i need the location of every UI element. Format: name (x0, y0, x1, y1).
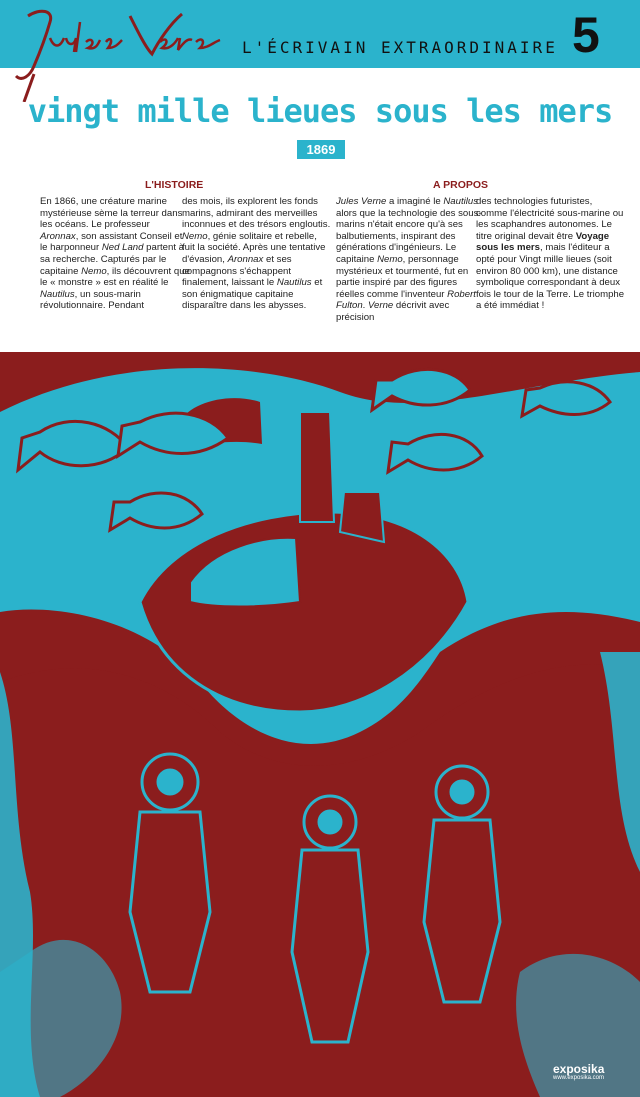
nautilus-tower (300, 412, 334, 522)
exposika-logo (553, 1062, 633, 1081)
column-paragraph: Jules Verne a imaginé le Nautilus alors que la technologie des sous-marins n'était encore qu'à ses balbutiements, inspirant des générations d'ingénieurs. Le capitaine Nemo, personnage mystérieux et tourmenté, fut en partie inspiré par des figures réelles comme l'inventeur Robert Fulton. Verne décrivit avec précision (336, 196, 482, 323)
section-title-histoire: L'HISTOIRE (145, 179, 204, 191)
apropos-column-1 (336, 196, 486, 324)
panel-number: 5 (572, 7, 600, 63)
nautilus-illustration (0, 352, 640, 1097)
year-badge: 1869 (297, 140, 345, 159)
histoire-column-1 (40, 196, 190, 312)
header-subtitle: L'ÉCRIVAIN EXTRAORDINAIRE (242, 38, 558, 57)
column-paragraph: des mois, ils explorent les fonds marins, admirant des merveilles inconnues et des trésors engloutis. Nemo, génie solitaire et rebelle, fuit la société. Après une tentative d'évasion, Aronnax et ses compagnons s'échappent finalement, laissant le Nautilus et son énigmatique capitaine disparaître dans les abysses. (182, 196, 331, 312)
diver-left (130, 754, 210, 992)
header-bar (0, 0, 640, 68)
column-paragraph: des technologies futuristes, comme l'électricité sous-marine ou les scaphandres autonomes. Le titre original devait être Voyage sous les mers, mais l'éditeur a opté pour Vingt mille lieues (soit environ 80 000 km), une distance symbolique correspondant à deux fois le tour de la Terre. Le triomphe a été immédiat ! (476, 196, 625, 312)
column-paragraph: En 1866, une créature marine mystérieuse sème la terreur dans les océans. Le professeur Aronnax, son assistant Conseil et le harponneur Ned Land partent à sa recherche. Capturés par le capitaine Nemo, ils découvrent que le « monstre » est en réalité le Nautilus, un sous-marin révolutionnaire. Pendant (40, 196, 190, 312)
apropos-column-2 (476, 196, 626, 312)
section-title-apropos: A PROPOS (433, 179, 489, 191)
book-title: vingt mille lieues sous les mers (27, 92, 613, 130)
logo-name: exposika (553, 1062, 605, 1076)
jules-verne-signature (10, 2, 230, 102)
logo-url: www.exposika.com (553, 1075, 605, 1081)
nautilus-turret (340, 492, 384, 542)
histoire-column-2 (182, 196, 332, 312)
